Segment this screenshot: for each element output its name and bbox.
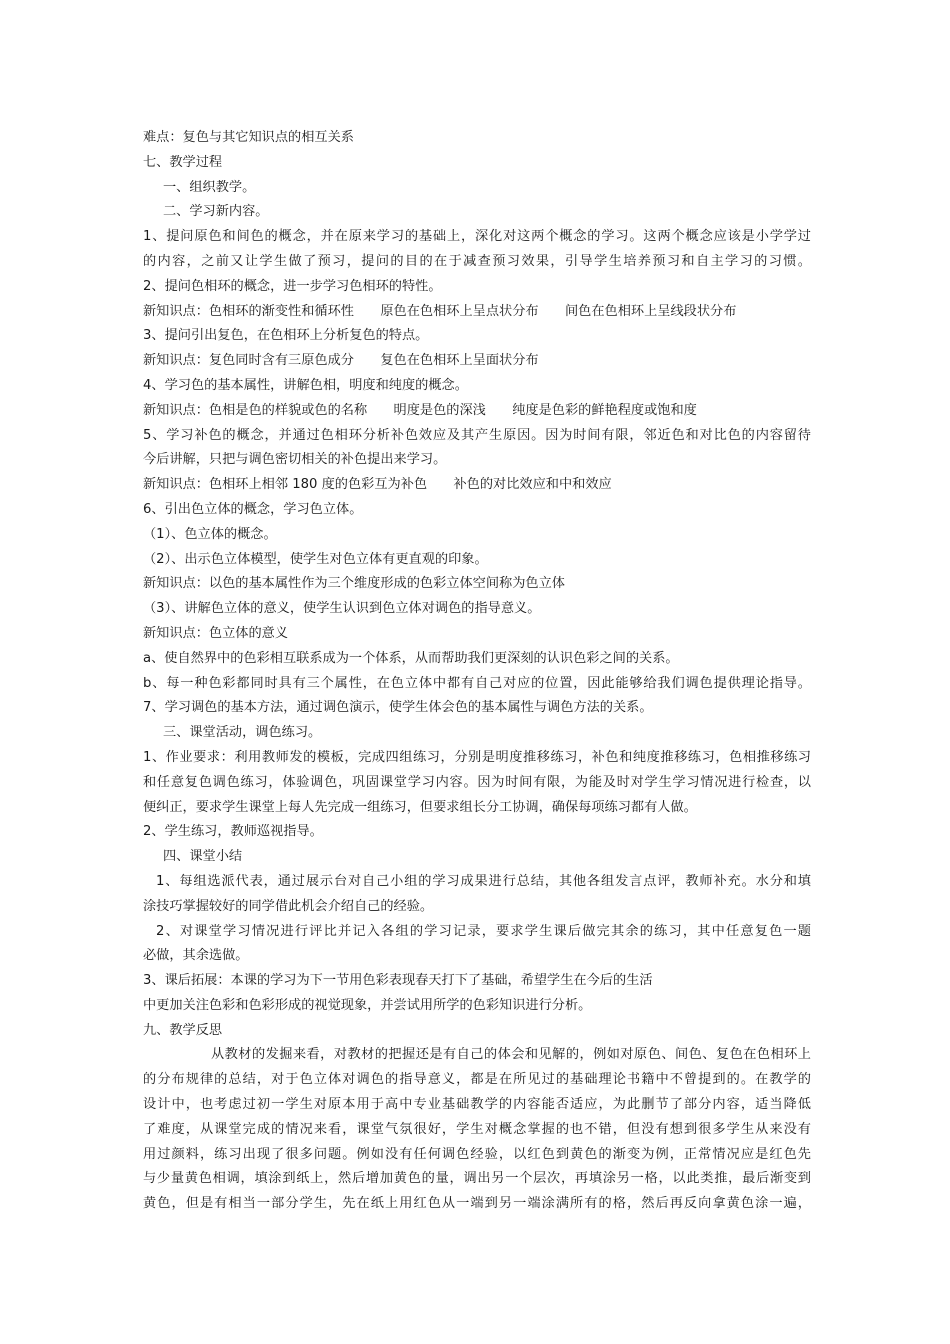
text-line: 必做，其余选做。 [143,948,249,964]
text-line: b、每一种色彩都同时具有三个属性，在色立体中都有自己对应的位置，因此能够给我们调色提供理论指导。 [143,675,811,691]
text-line: 2、对课堂学习情况进行评比并记入各组的学习记录，要求学生课后做完其余的练习，其中任意复色一题 [156,923,811,939]
text-line: 1、每组选派代表，通过展示台对自己小组的学习成果进行总结，其他各组发言点评，教师补充。水分和填 [156,873,811,889]
text-line: 难点：复色与其它知识点的相互关系 [143,130,354,145]
text-line: 了难度，从课堂完成的情况来看，课堂气氛很好，学生对概念掌握的也不错，但没有想到很多学生从来没有 [143,1121,811,1137]
text-line: 今后讲解，只把与调色密切相关的补色提出来学习。 [143,452,447,468]
subsection-heading: 一、组织教学。 [163,179,256,195]
text-line: 2、提问色相环的概念，进一步学习色相环的特性。 [143,278,442,294]
text-line: 5、学习补色的概念，并通过色相环分析补色效应及其产生原因。因为时间有限，邻近色和对比色的内容留待 [143,427,811,443]
text-line: 黄色，但是有相当一部分学生，先在纸上用红色从一端到另一端涂满所有的格，然后再反向拿黄色涂一遍， [143,1196,811,1212]
knowledge-point: 新知识点：色相是色的样貌或色的名称 明度是色的深浅 纯度是色彩的鲜艳程度或饱和度 [143,402,697,418]
subsection-heading: 二、学习新内容。 [163,204,269,220]
text-line: 涂技巧掌握较好的同学借此机会介绍自己的经验。 [143,898,434,914]
text-line: （2）、出示色立体模型，使学生对色立体有更直观的印象。 [143,551,488,567]
subsection-heading: 三、课堂活动，调色练习。 [163,725,322,741]
text-line: 与少量黄色相调，填涂到纸上，然后增加黄色的量，调出另一个层次，再填涂另一格，以此类推，最后渐变到 [143,1171,811,1187]
knowledge-point: 新知识点：色相环上相邻 180 度的色彩互为补色 补色的对比效应和中和效应 [143,477,612,493]
knowledge-point: 新知识点：复色同时含有三原色成分 复色在色相环上呈面状分布 [143,353,539,369]
subsection-heading: 四、课堂小结 [163,849,243,865]
text-line: 2、学生练习，教师巡视指导。 [143,824,323,840]
text-line: 3、提问引出复色，在色相环上分析复色的特点。 [143,328,429,344]
text-line: 6、引出色立体的概念，学习色立体。 [143,501,363,517]
text-line: 7、学习调色的基本方法，通过调色演示，使学生体会色的基本属性与调色方法的关系。 [143,700,653,716]
text-line: 用过颜料，练习出现了很多问题。例如没有任何调色经验，以红色到黄色的渐变为例，正常情况应是红色先 [143,1146,811,1162]
text-line: 4、学习色的基本属性，讲解色相，明度和纯度的概念。 [143,377,468,393]
text-line: 1、作业要求：利用教师发的模板，完成四组练习，分别是明度推移练习，补色和纯度推移练习，色相推移练习 [143,749,811,765]
knowledge-point: 新知识点：以色的基本属性作为三个维度形成的色彩立体空间称为色立体 [143,576,565,592]
text-line: （1）、色立体的概念。 [143,526,277,542]
knowledge-point: 新知识点：色立体的意义 [143,625,289,641]
text-line: 1、提问原色和间色的概念，并在原来学习的基础上，深化对这两个概念的学习。这两个概念应该是小学学过 [143,229,811,245]
document-body [143,126,811,1217]
section-heading: 九、教学反思 [143,1022,223,1038]
text-line: a、使自然界中的色彩相互联系成为一个体系，从而帮助我们更深刻的认识色彩之间的关系。 [143,650,679,666]
knowledge-point: 新知识点：色相环的渐变性和循环性 原色在色相环上呈点状分布 间色在色相环上呈线段状分布 [143,303,737,319]
text-line: （3）、讲解色立体的意义，使学生认识到色立体对调色的指导意义。 [143,601,541,617]
text-line: 和任意复色调色练习，体验调色，巩固课堂学习内容。因为时间有限，为能及时对学生学习情况进行检查，以 [143,774,811,790]
text-line: 的分布规律的总结，对于色立体对调色的指导意义，都是在所见过的基础理论书籍中不曾提到的。在教学的 [143,1072,811,1088]
text-line: 中更加关注色彩和色彩形成的视觉现象，并尝试用所学的色彩知识进行分析。 [143,997,592,1013]
text-line: 从教材的发掘来看，对教材的把握还是有自己的体会和见解的，例如对原色、间色、复色在色相环上 [211,1047,811,1063]
text-line: 3、课后拓展：本课的学习为下一节用色彩表现春天打下了基础，希望学生在今后的生活 [143,973,653,989]
text-line: 的内容，之前又让学生做了预习，提问的目的在于减查预习效果，引导学生培养预习和自主学习的习惯。 [143,253,811,269]
text-line: 便纠正，要求学生课堂上每人先完成一组练习，但要求组长分工协调，确保每项练习都有人做。 [143,799,697,815]
text-line: 设计中，也考虑过初一学生对原本用于高中专业基础教学的内容能否适应，为此删节了部分内容，适当降低 [143,1097,811,1113]
section-heading: 七、教学过程 [143,154,223,170]
